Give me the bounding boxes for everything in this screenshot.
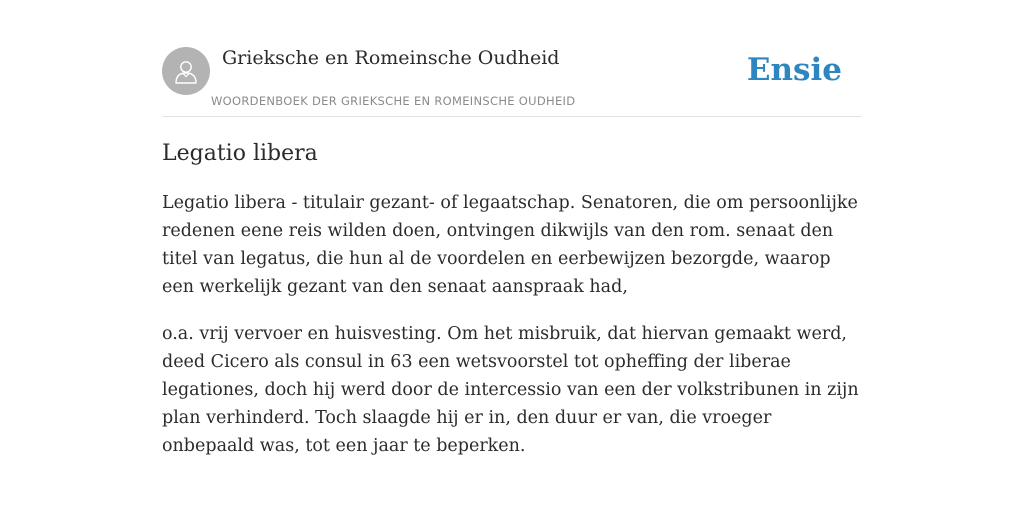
entry-paragraph-1: Legatio libera - titulair gezant- of legaatschap. Senatoren, die om persoonlijke redenen eene reis wilden doen, ontvingen dikwijls van den rom. senaat den titel van legatus, die hun al de voordelen en eerbewijzen bezorgde, waarop een werkelijk gezant van den senaat aanspraak had, <box>162 193 858 297</box>
source-title[interactable]: Grieksche en Romeinsche Oudheid <box>222 47 560 69</box>
source-header <box>162 0 862 117</box>
avatar[interactable] <box>162 47 210 95</box>
entry-article <box>162 138 864 460</box>
ensie-logo-link[interactable]: Ensie <box>746 52 842 88</box>
entry-title: Legatio libera <box>162 141 318 166</box>
source-subtitle: WOORDENBOEK DER GRIEKSCHE EN ROMEINSCHE OUDHEID <box>211 94 576 108</box>
entry-paragraph-2: o.a. vrij vervoer en huisvesting. Om het misbruik, dat hiervan gemaakt werd, deed Cicero als consul in 63 een wetsvoorstel tot opheffing der liberae legationes, doch hij werd door de intercessio van een der volkstribunen in zijn plan verhinderd. Toch slaagde hij er in, den duur er van, die vroeger onbepaald was, tot een jaar te beperken. <box>162 324 859 456</box>
user-icon <box>172 57 200 85</box>
